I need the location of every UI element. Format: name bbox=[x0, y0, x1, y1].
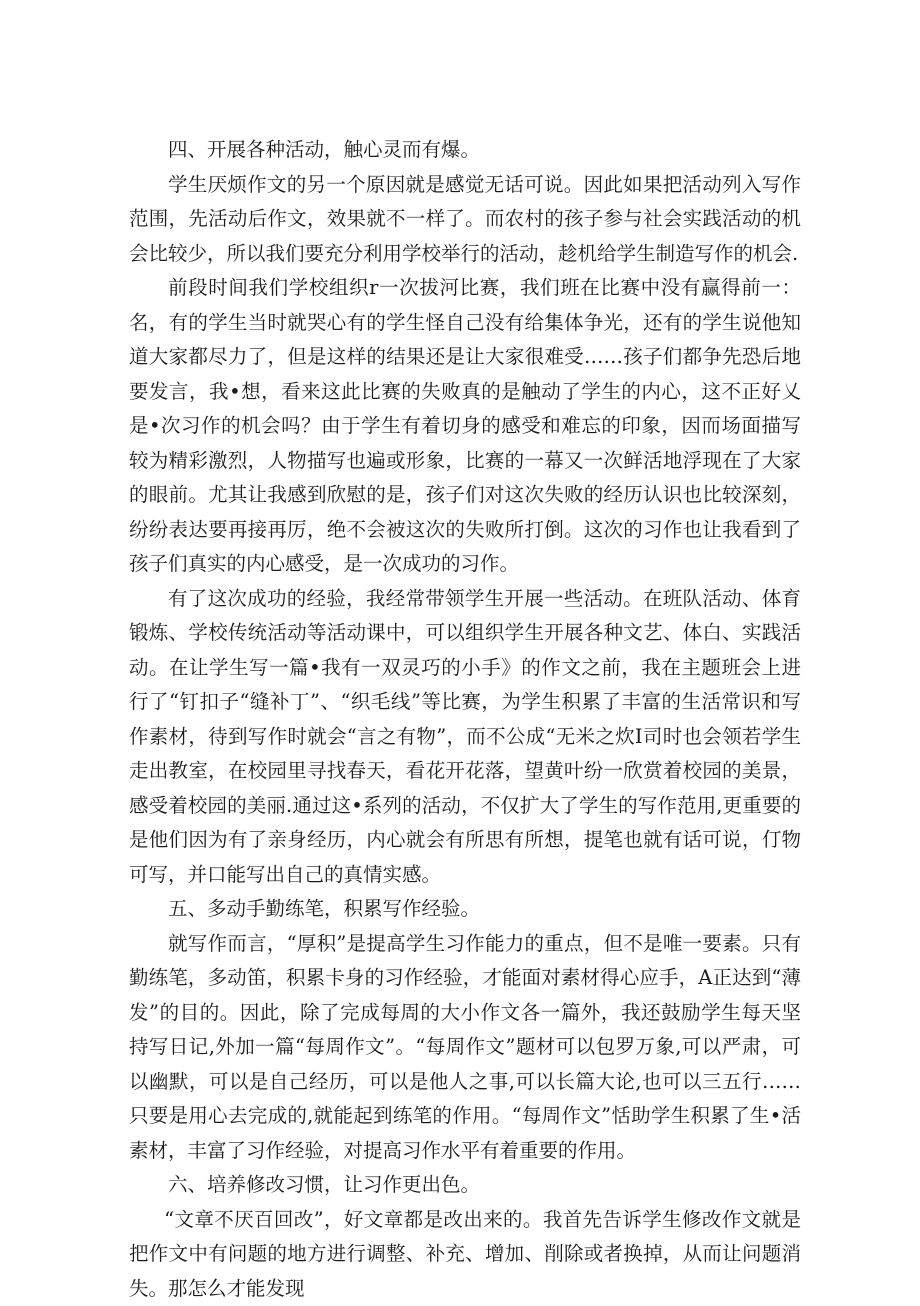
paragraph-more-activities: 有了这次成功的经验，我经常带领学生开展一些活动。在班队活动、体育锻炼、学校传统活动等活动课中，可以组织学生开展各种文艺、体白、实践活动。在让学生写一篇•我有一双灵巧的小手》的作文之前，我在主题班会上进行了“钉扣子“缝补丁”、“织毛线”等比赛，为学生积累了丰富的生活常识和写作素材，待到写作时就会“言之有物”，而不公成“无米之炊I司时也会领若学生走出教室，在校园里寻找春天，看花开花落，望黄叶纷一欣赏着校园的美景，感受着校园的美丽.通过这•系列的活动，不仅扩大了学生的写作范用,更重要的是他们因为有了亲身经历，内心就会有所思有所想，提笔也就有话可说，仃物可写，并口能写出自己的真情实感。 bbox=[129, 582, 801, 893]
section-heading-5: 五、多动手勤练笔，积累写作经验。 bbox=[129, 892, 801, 927]
document-page bbox=[129, 133, 801, 1306]
paragraph-activity-intro: 学生厌烦作文的另一个原因就是感觉无话可说。因此如果把活动列入写作范围，先活动后作文，效果就不一样了。而农村的孩子参与社会实践活动的机会比较少，所以我们要充分利用学校举行的活动，趁机给学生制造写作的机会. bbox=[129, 168, 801, 272]
paragraph-practice-writing: 就写作而言，“厚积”是提高学生习作能力的重点，但不是唯一要素。只有勤练笔，多动笛，积累卡身的习作经验，才能面对素材得心应手，A正达到“薄发”的目的。因此，除了完成每周的大小作文各一篇外，我还鼓励学生每天坚持写日记,外加一篇“每周作文”。“每周作文”题材可以包罗万象,可以严肃，可以幽默，可以是自己经历，可以是他人之事,可以长篇大论,也可以三五行……只要是用心去完成的,就能起到练笔的作用。“每周作文”恬助学生积累了生•活素材，丰富了习作经验，对提高习作水平有着重要的作用。 bbox=[129, 927, 801, 1169]
paragraph-revision: “文章不厌百回改”，好文章都是改出来的。我首先告诉学生修改作文就是把作文中有问题的地方进行调整、补充、增加、削除或者换掉，从而让问题消失。那怎么才能发现 bbox=[129, 1203, 801, 1306]
section-heading-4: 四、开展各种活动，触心灵而有爆。 bbox=[129, 133, 801, 168]
section-heading-6: 六、培养修改习惯，让习作更出色。 bbox=[129, 1168, 801, 1203]
paragraph-tug-of-war: 前段时间我们学校组织r一次拔河比赛，我们班在比赛中没有赢得前一：名，有的学生当时就哭心有的学生怪自己没有给集体争光，还有的学生说他知道大家都尽力了，但是这样的结果还是让大家很难受……孩子们都争先恐后地要发言，我•想，看来这此比赛的失败真的是触动了学生的内心，这不正好乂是•次习作的机会吗？由于学生有着切身的感受和难忘的印象，因而场面描写较为精彩激烈，人物描写也遍或形象，比赛的一幕又一次鲜活地浮现在了大家的眼前。尤其让我感到欣慰的是，孩子们对这次失败的经历认识也比较深刻，纷纷表达要再接再厉，绝不会被这次的失败所打倒。这次的习作也让我看到了孩子们真实的内心感受，是一次成功的习作。 bbox=[129, 271, 801, 582]
